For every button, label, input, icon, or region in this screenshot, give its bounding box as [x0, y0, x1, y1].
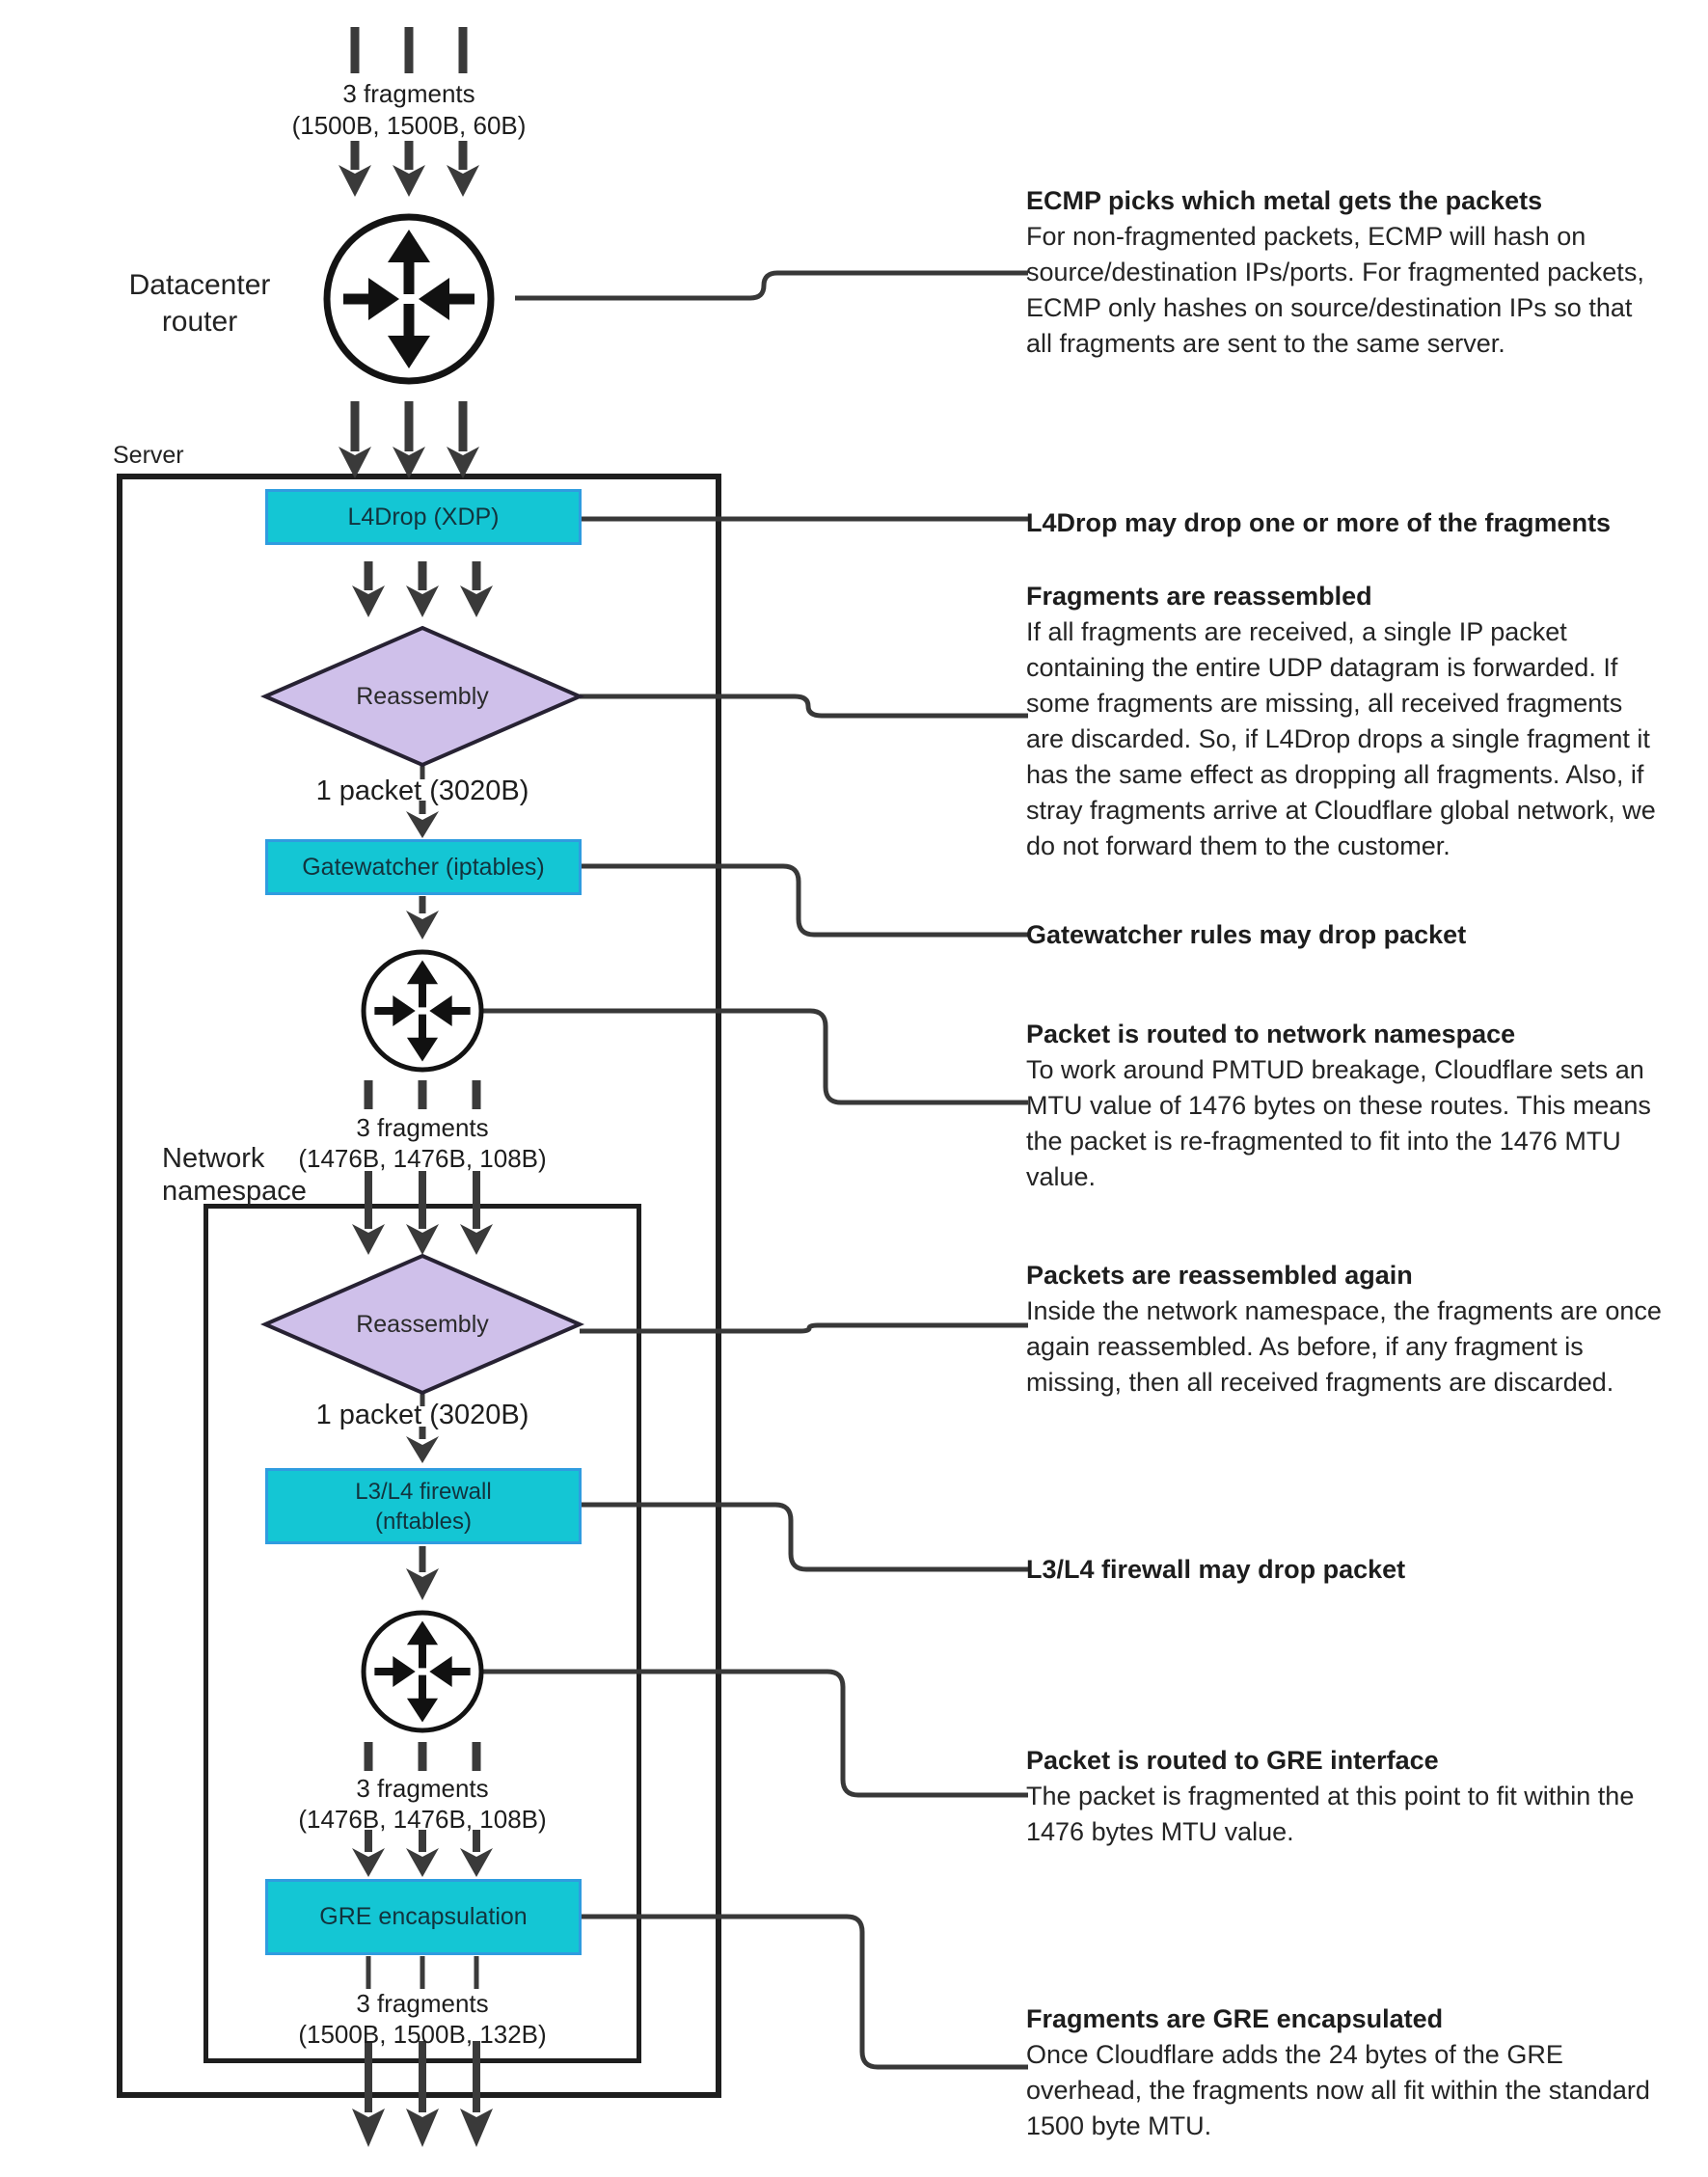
firewall-label-line2: (nftables) [374, 1508, 473, 1535]
annotation-title: Packets are reassembled again [1026, 1261, 1413, 1290]
annotation-title: Packet is routed to GRE interface [1026, 1746, 1439, 1775]
firewall-node [265, 1468, 582, 1544]
flow-arrow [406, 1830, 439, 1877]
annotation-title: Fragments are GRE encapsulated [1026, 2004, 1444, 2033]
connector-reassembly2 [580, 1325, 1028, 1331]
l4drop-label: L4Drop (XDP) [347, 503, 500, 531]
low-fragments-line2: (1476B, 1476B, 108B) [298, 1805, 547, 1834]
flow-arrow [460, 561, 493, 617]
server-label: Server [113, 442, 184, 469]
top-fragments-line2: (1500B, 1500B, 60B) [291, 111, 527, 140]
out-fragments-line1: 3 fragments [356, 1989, 489, 2018]
connector-gre [582, 1917, 1028, 2067]
flow-arrow [460, 1830, 493, 1877]
connector-ecmp [515, 273, 1028, 298]
annotation-routed-gre [1026, 1743, 1665, 1850]
gatewatcher-node [265, 839, 582, 895]
network-namespace-label-line1: Network [162, 1143, 265, 1174]
annotation-body: Once Cloudflare adds the 24 bytes of the GRE overhead, the fragments now all fit within the standard 1500 byte MTU. [1026, 2040, 1650, 2140]
annotation-body: For non-fragmented packets, ECMP will hash on source/destination IPs/ports. For fragmented packets, ECMP only hashes on source/destination IPs so that all fragments are sent to the same server. [1026, 222, 1644, 358]
flow-arrow [339, 141, 371, 197]
connector-firewall [582, 1505, 1028, 1569]
annotation-reassembled-again [1026, 1258, 1665, 1401]
connector-route-namespace [481, 1011, 1028, 1102]
flow-arrow [460, 1171, 493, 1255]
flow-arrow [406, 896, 439, 939]
annotation-title: L4Drop may drop one or more of the fragments [1026, 508, 1612, 537]
packet2-label: 1 packet (3020B) [315, 1400, 529, 1430]
reassembly1-label: Reassembly [356, 682, 489, 710]
route-to-namespace-router-icon [364, 952, 481, 1070]
connector-gatewatcher [582, 866, 1028, 935]
connector-reassembly1 [580, 696, 1028, 716]
annotation-body: The packet is fragmented at this point to fit within the 1476 bytes MTU value. [1026, 1782, 1635, 1846]
datacenter-router-label-line1: Datacenter [128, 269, 271, 301]
annotation-body: To work around PMTUD breakage, Cloudflare sets an MTU value of 1476 bytes on these routes. This means the packet is re-fragmented to fit into the 1476 MTU value. [1026, 1055, 1651, 1191]
datacenter-router-icon [327, 217, 491, 381]
annotation-body: If all fragments are received, a single IP packet containing the entire UDP datagram is forwarded. If some fragments are missing, all received fragments are discarded. So, if L4Drop drops a single fragment it has the same effect as dropping all fragments. Also, if stray fragments arrive at Cloudflare global network, we do not forward them to the customer. [1026, 617, 1656, 860]
low-fragments-line1: 3 fragments [356, 1774, 489, 1803]
annotation-gatewatcher [1026, 917, 1665, 953]
flow-arrow [406, 1171, 439, 1255]
flow-arrow [339, 401, 371, 478]
annotation-title: Packet is routed to network namespace [1026, 1020, 1516, 1048]
out-fragments-line2: (1500B, 1500B, 132B) [298, 2020, 547, 2049]
firewall-label-line1: L3/L4 firewall [355, 1478, 492, 1505]
flow-arrow [406, 1427, 439, 1463]
annotation-reassembled [1026, 579, 1665, 864]
flow-arrow [460, 2041, 493, 2147]
annotation-title: ECMP picks which metal gets the packets [1026, 186, 1543, 215]
gatewatcher-label: Gatewatcher (iptables) [302, 853, 545, 881]
network-namespace-label-line2: namespace [162, 1176, 307, 1207]
flow-arrow [447, 401, 479, 478]
reassembly2-label: Reassembly [356, 1310, 489, 1338]
flow-arrow [447, 141, 479, 197]
flow-arrow [393, 401, 425, 478]
route-to-gre-router-icon [364, 1613, 481, 1730]
annotation-title: Gatewatcher rules may drop packet [1026, 920, 1467, 949]
mid-fragments-line1: 3 fragments [356, 1113, 489, 1142]
flow-arrow [352, 561, 385, 617]
datacenter-router-label-line2: router [161, 306, 238, 338]
flow-arrow [352, 1171, 385, 1255]
annotation-firewall [1026, 1552, 1665, 1588]
connector-route-gre [481, 1672, 1028, 1795]
annotation-routed-namespace [1026, 1017, 1665, 1195]
annotation-gre-encapsulated [1026, 2001, 1665, 2144]
gre-label: GRE encapsulation [319, 1903, 528, 1930]
flow-arrow [352, 1830, 385, 1877]
gre-node [265, 1879, 582, 1955]
annotation-title: Fragments are reassembled [1026, 582, 1372, 611]
annotation-ecmp [1026, 183, 1665, 362]
packet1-label: 1 packet (3020B) [315, 776, 529, 806]
flow-arrow [406, 2041, 439, 2147]
top-fragments-line1: 3 fragments [342, 79, 475, 108]
flow-arrow [393, 141, 425, 197]
annotation-title: L3/L4 firewall may drop packet [1026, 1555, 1406, 1584]
l4drop-node [265, 489, 582, 545]
mid-fragments-line2: (1476B, 1476B, 108B) [298, 1144, 547, 1173]
annotation-l4drop [1026, 505, 1665, 541]
annotation-body: Inside the network namespace, the fragments are once again reassembled. As before, if any fragment is missing, then all received fragments are discarded. [1026, 1296, 1662, 1397]
flow-arrow [352, 2041, 385, 2147]
flow-arrow [406, 561, 439, 617]
flow-arrow [406, 1546, 439, 1600]
